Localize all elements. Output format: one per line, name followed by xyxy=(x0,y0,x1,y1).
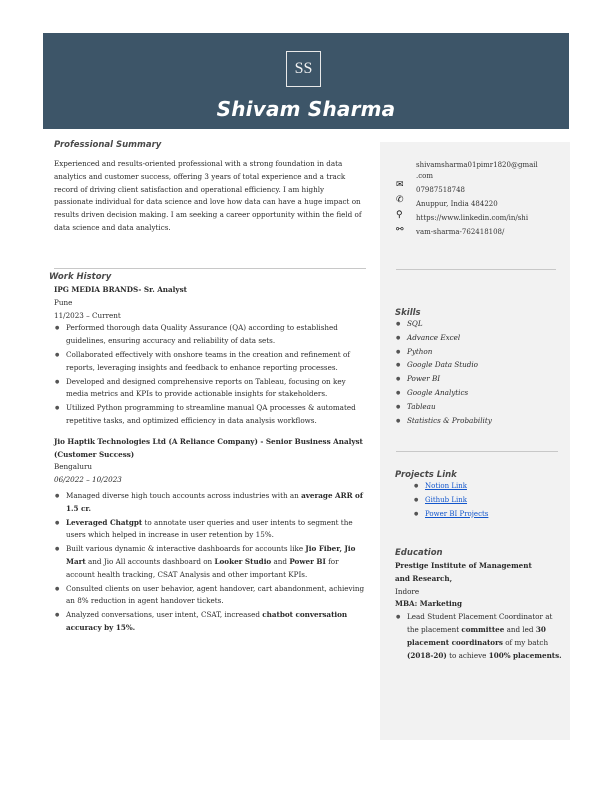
job-bullet: ● Developed and designed comprehensive reports on Tableau, focusing on key media metrics and KPIs to provide actionable insights for stakeholders. xyxy=(54,376,369,402)
skill-item: ● Statistics & Probability xyxy=(395,415,565,428)
job-title: Jio Haptik Technologies Ltd (A Reliance Company) - Senior Business Analyst (Customer Success) xyxy=(54,436,363,459)
sidebar-divider-1 xyxy=(396,269,556,270)
skill-item: ● Python xyxy=(395,346,565,359)
job-bullet: ● Managed diverse high touch accounts across industries with an average ARR of 1.5 cr. xyxy=(54,490,369,516)
job-bullet: ● Leveraged Chatgpt to annotate user queries and user intents to segment the users which helped in increase in user retention by 15%. xyxy=(54,517,369,543)
job-entry xyxy=(54,284,369,428)
degree: MBA: Marketing xyxy=(395,599,463,609)
job-entry xyxy=(54,436,369,635)
education-title: Education xyxy=(395,548,443,558)
skill-item: ● Google Analytics xyxy=(395,387,565,400)
phone-icon: ✆ xyxy=(396,195,404,205)
job-bullet: ● Performed thorough data Quality Assurance (QA) according to established guidelines, ensuring accuracy and reliability of data sets. xyxy=(54,322,369,348)
skill-item: ● SQL xyxy=(395,318,565,331)
skill-item: ● Google Data Studio xyxy=(395,359,565,372)
linkedin-line-1[interactable]: https://www.linkedin.com/in/shi xyxy=(416,214,529,222)
sidebar-divider-2 xyxy=(396,451,558,452)
job-dates: 06/2022 – 10/2023 xyxy=(54,475,122,485)
projects-title: Projects Link xyxy=(395,470,457,480)
skill-item: ● Tableau xyxy=(395,401,565,414)
resume-header xyxy=(43,33,569,129)
summary-title: Professional Summary xyxy=(54,140,162,150)
linkedin-line-2[interactable]: vam-sharma-762418108/ xyxy=(416,228,505,236)
skill-item: ● Power BI xyxy=(395,373,565,386)
candidate-name: Shivam Sharma xyxy=(216,97,396,121)
projects-section xyxy=(395,470,565,521)
school-line-1: Prestige Institute of Management xyxy=(395,561,532,570)
job-bullet: ● Utilized Python programming to streamline manual QA processes & automated repetitive tasks, and optimized efficiency in data analysis workflows. xyxy=(54,402,369,428)
contact-section xyxy=(396,158,566,239)
link-icon: ⚯ xyxy=(396,225,404,235)
power-bi-projects-link[interactable]: Power BI Projects xyxy=(425,509,489,518)
main-divider xyxy=(54,268,366,269)
skill-item: ● Advance Excel xyxy=(395,332,565,345)
address: Anuppur, India 484220 xyxy=(416,200,498,208)
location-pin-icon: ⚲ xyxy=(396,210,403,220)
summary-text: Experienced and results-oriented professional with a strong foundation in data analytics and customer success, offering 3 years of total experience and a track record of driving client satisfaction and operational efficiency. I am highly passionate individual for data science and love how data can have a huge impact on results driven decision making. I am seeking a career opportunity within the field of data science and data analytics. xyxy=(54,159,362,232)
education-bullet: ● Lead Student Placement Coordinator at the placement committee and led 30 placement coordinators of my batch (2018-20) to achieve 100% placements. xyxy=(395,611,565,662)
skills-section xyxy=(395,308,565,428)
skills-title: Skills xyxy=(395,308,421,318)
work-title: Work History xyxy=(49,272,112,282)
job-dates: 11/2023 – Current xyxy=(54,310,121,320)
job-location: Bengaluru xyxy=(54,462,93,472)
sidebar xyxy=(380,142,570,740)
job-bullet: ● Consulted clients on user behavior, agent handover, cart abandonment, achieving an 8% reduction in agent handover tickets. xyxy=(54,583,369,609)
school-line-2: and Research, xyxy=(395,573,453,583)
github-link[interactable]: Github Link xyxy=(425,495,468,504)
envelope-icon: ✉ xyxy=(396,180,404,190)
school-location: Indore xyxy=(395,586,420,596)
summary-section xyxy=(54,140,364,235)
monogram: SS xyxy=(286,51,321,87)
email-line-1: shivamsharma01pimr1820@gmail xyxy=(416,161,538,169)
job-bullet: ● Collaborated effectively with onshore teams in the creation and refinement of reports, leveraging insights and feedback to enhance reporting processes. xyxy=(54,349,369,375)
job-bullet: ● Analyzed conversations, user intent, CSAT, increased chatbot conversation accuracy by 15%. xyxy=(54,609,369,635)
job-title: IPG MEDIA BRANDS- Sr. Analyst xyxy=(54,285,187,294)
email-line-2: .com xyxy=(416,172,433,180)
job-location: Pune xyxy=(54,297,73,307)
contact-icons xyxy=(396,178,410,238)
work-history-section xyxy=(49,272,369,636)
phone: 07987518748 xyxy=(416,186,465,194)
job-bullet: ● Built various dynamic & interactive dashboards for accounts like Jio Fiber, Jio Mart and Jio All accounts dashboard on Looker Studio and Power BI for account health tracking, CSAT Analysis and other important KPIs. xyxy=(54,543,369,581)
notion-link[interactable]: Notion Link xyxy=(425,482,467,490)
education-section xyxy=(395,548,565,663)
